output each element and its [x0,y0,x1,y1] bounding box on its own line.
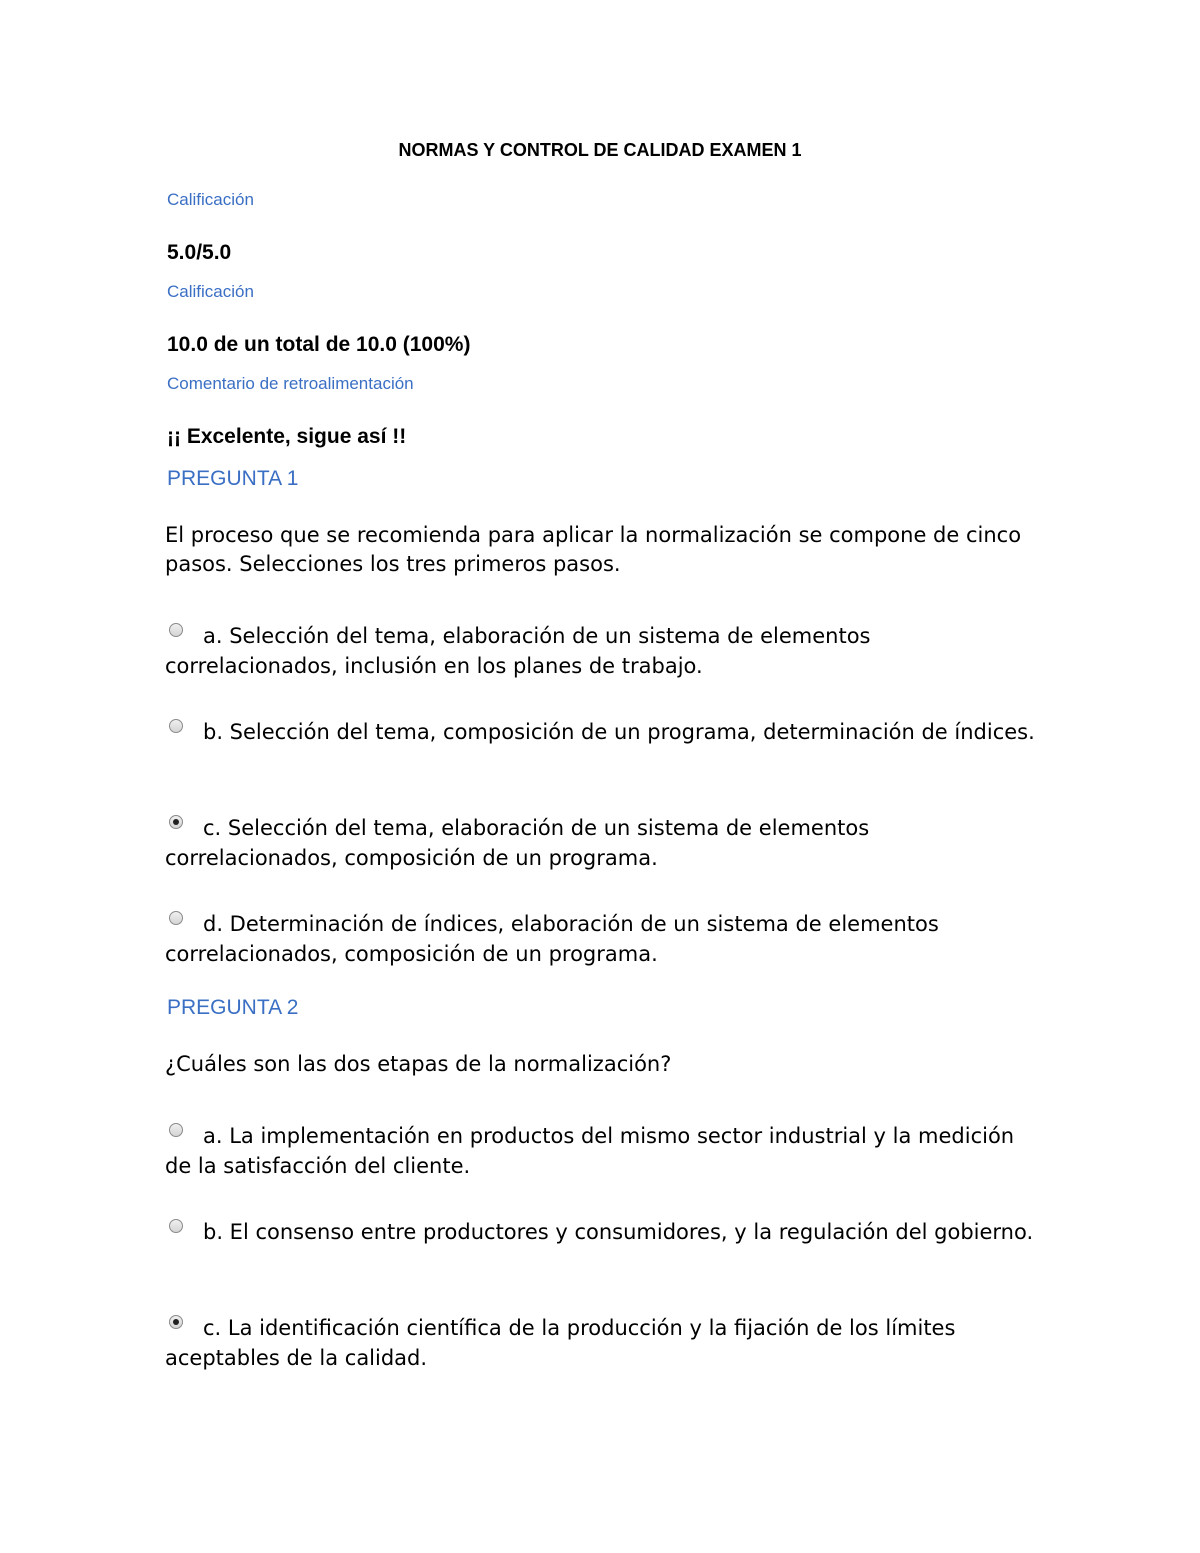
grade-total-value: 10.0 de un total de 10.0 (100%) [167,333,471,356]
option-label: a. Selección del tema, elaboración de un sistema de elementos correlacionados, inclusión en los planes de trabajo. [165,624,871,678]
question-2-option-c[interactable] [165,1313,1045,1373]
option-label: b. Selección del tema, composición de un programa, determinación de índices. [203,720,1035,744]
radio-button-selected-icon[interactable] [169,1315,183,1329]
option-label: a. La implementación en productos del mismo sector industrial y la medición de la satisfacción del cliente. [165,1124,1015,1178]
document-title: NORMAS Y CONTROL DE CALIDAD EXAMEN 1 [398,140,802,160]
grade-value: 5.0/5.0 [167,241,232,264]
radio-button-icon[interactable] [169,719,183,733]
feedback-label: Comentario de retroalimentación [167,374,414,393]
feedback-value: ¡¡ Excelente, sigue así !! [167,425,407,448]
radio-button-icon[interactable] [169,1123,183,1137]
question-2-header: PREGUNTA 2 [167,996,299,1019]
grade-label: Calificación [167,190,254,209]
grade-label-secondary: Calificación [167,282,254,301]
radio-button-icon[interactable] [169,911,183,925]
question-2-option-a[interactable] [165,1121,1045,1181]
radio-button-selected-icon[interactable] [169,815,183,829]
question-1-option-a[interactable] [165,621,1045,681]
option-label: b. El consenso entre productores y consumidores, y la regulación del gobierno. [203,1220,1034,1244]
question-2-text: ¿Cuáles son las dos etapas de la normalización? [165,1052,672,1076]
question-1-option-c[interactable] [165,813,1045,873]
option-label: c. La identificación científica de la producción y la fijación de los límites aceptables de la calidad. [165,1316,956,1370]
question-1-option-b[interactable] [165,717,1045,747]
option-label: d. Determinación de índices, elaboración de un sistema de elementos correlacionados, composición de un programa. [165,912,939,966]
question-1-header: PREGUNTA 1 [167,467,299,490]
question-1-text: El proceso que se recomienda para aplicar la normalización se compone de cinco pasos. Selecciones los tres primeros pasos. [165,523,1022,576]
question-2-option-b[interactable] [165,1217,1045,1247]
radio-button-icon[interactable] [169,1219,183,1233]
question-1-option-d[interactable] [165,909,1045,969]
option-label: c. Selección del tema, elaboración de un sistema de elementos correlacionados, composición de un programa. [165,816,870,870]
radio-button-icon[interactable] [169,623,183,637]
